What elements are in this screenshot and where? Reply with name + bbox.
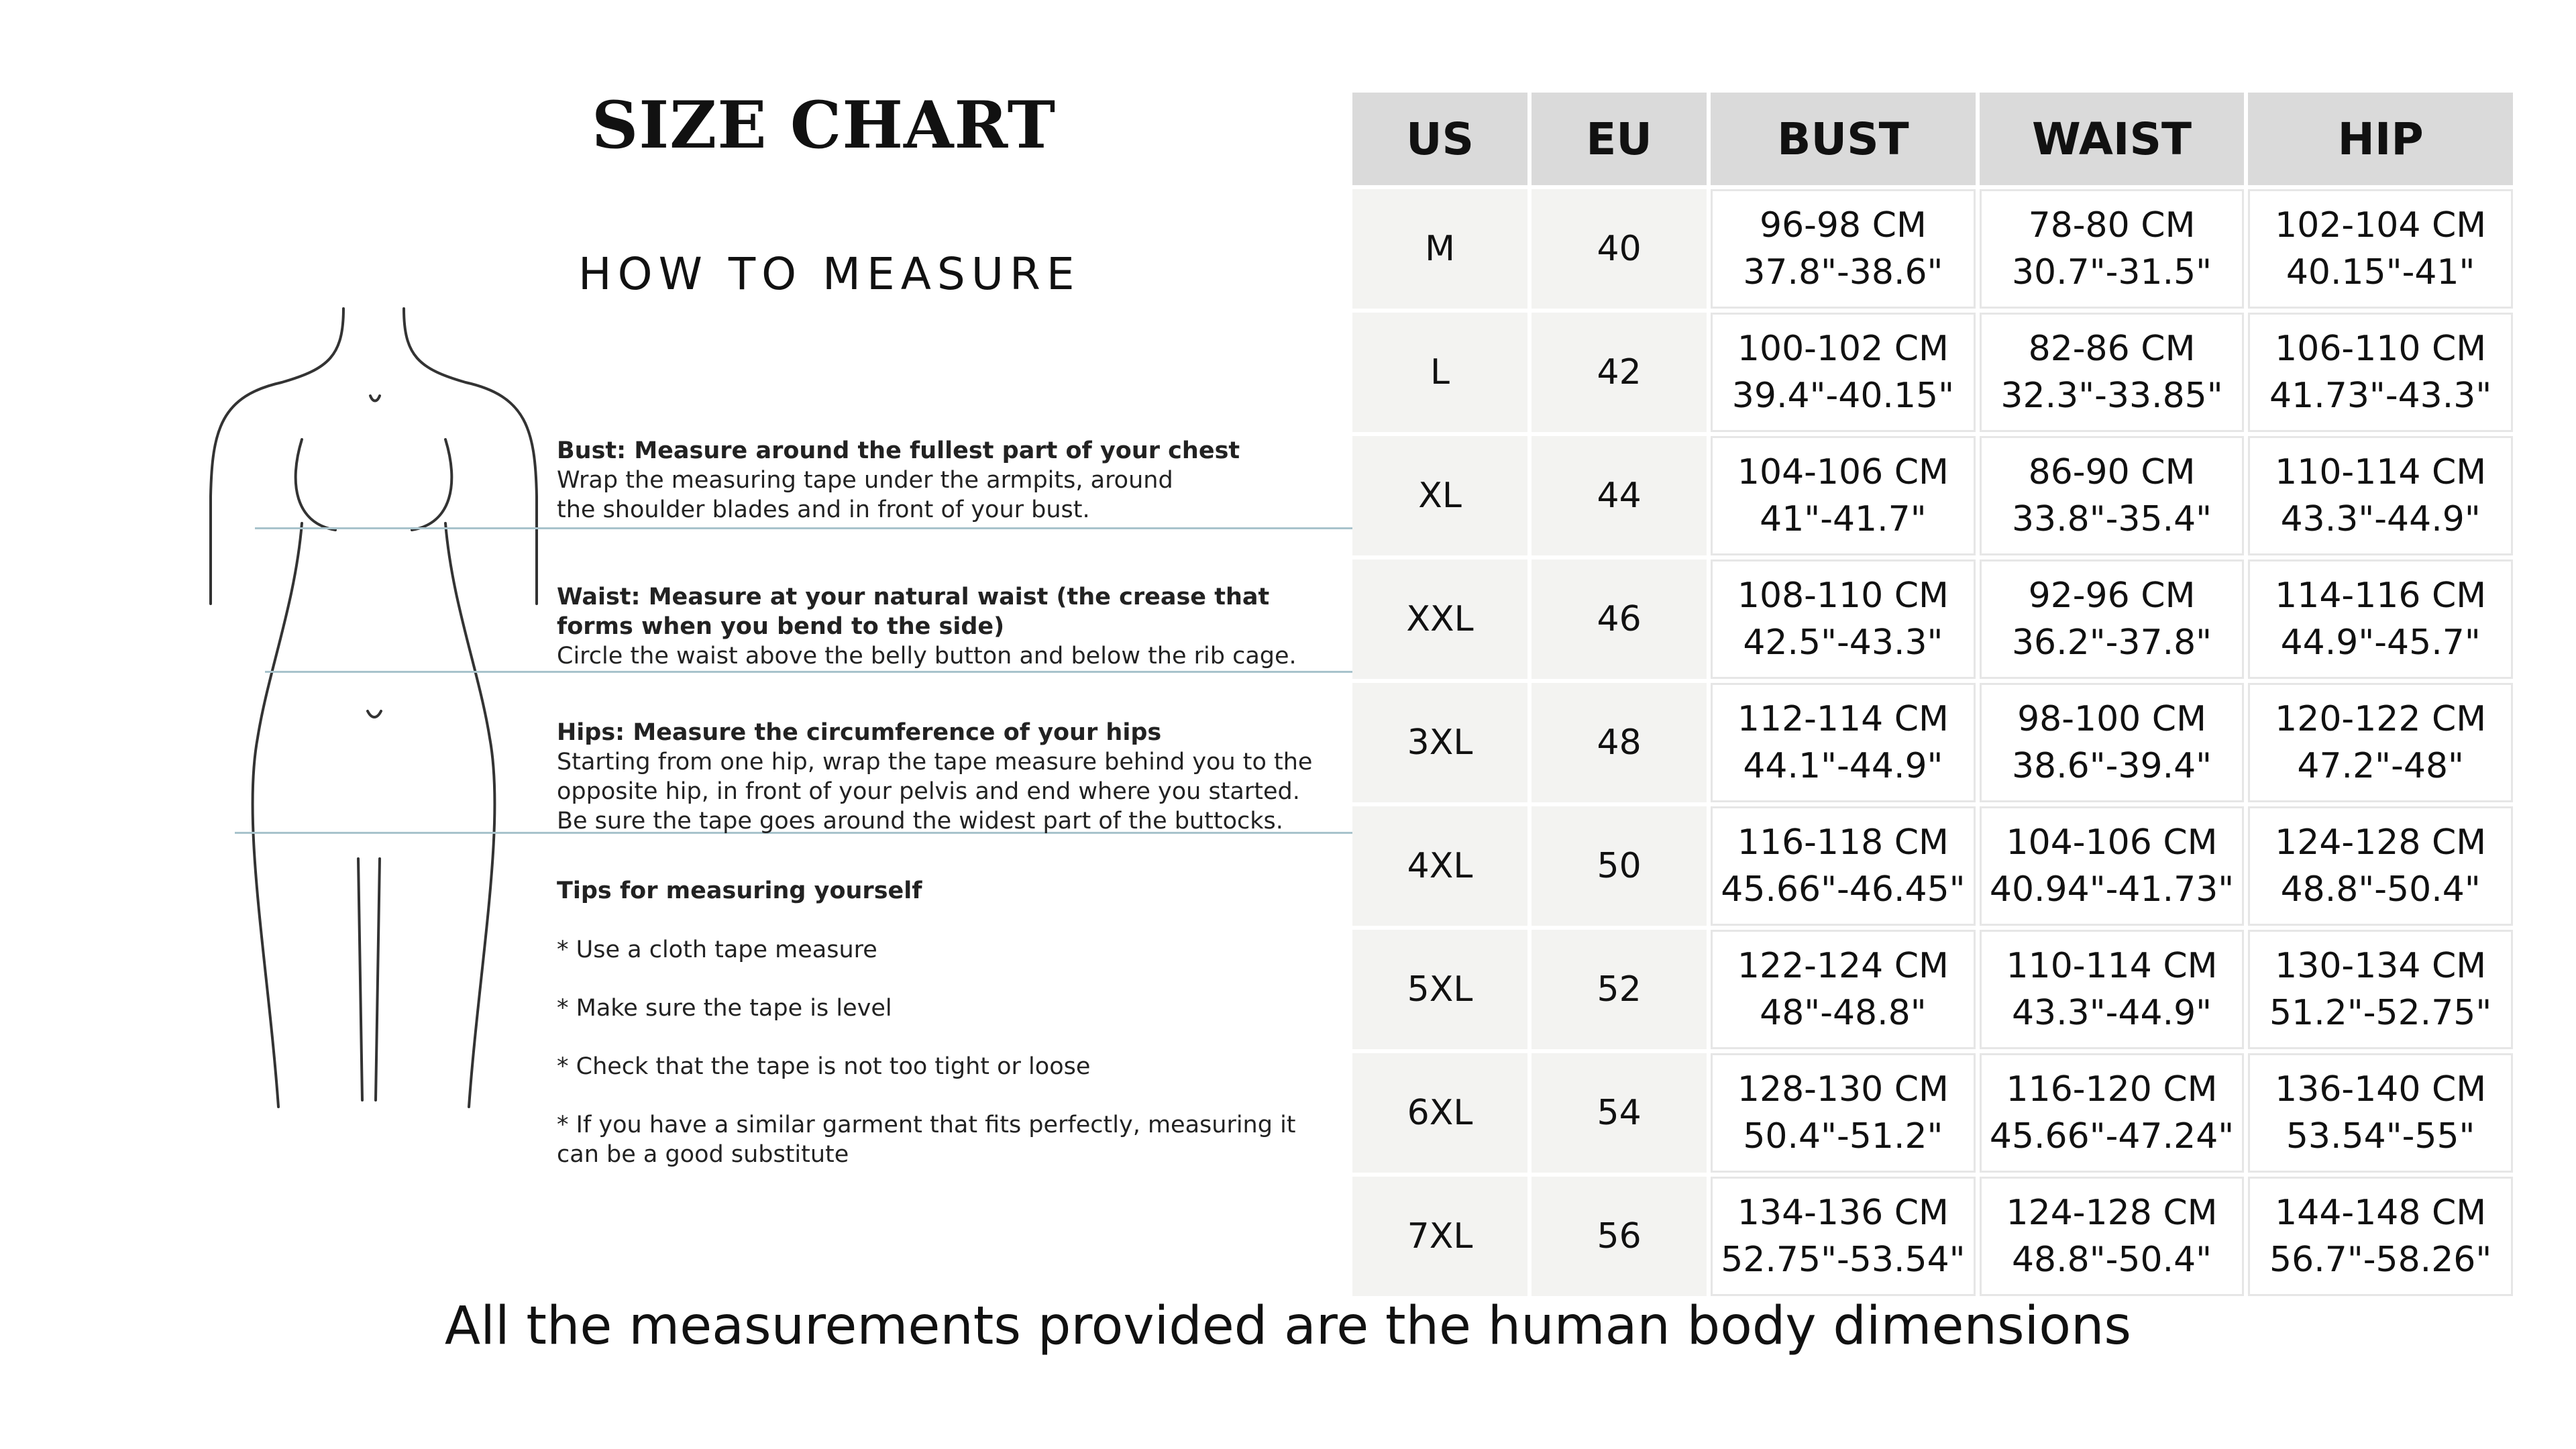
eu-size-cell: 56 [1532, 1177, 1707, 1296]
waist-instruction-heading: Waist: Measure at your natural waist (the crease that forms when you bend to the side) [557, 584, 1270, 640]
hip-cell [2248, 1177, 2513, 1296]
hip-cell [2248, 806, 2513, 926]
table-row [1352, 313, 2513, 432]
how-to-measure-heading: HOW TO MEASURE [578, 248, 1081, 300]
eu-size-cell: 44 [1532, 436, 1707, 555]
hip-cell-cm: 136-140 CM [2275, 1069, 2487, 1110]
tip-item: * If you have a similar garment that fits perfectly, measuring it can be a good substitute [557, 1112, 1296, 1168]
bust-instruction-heading: Bust: Measure around the fullest part of your chest [557, 437, 1240, 464]
bust-cell-cm: 100-102 CM [1737, 329, 1949, 369]
waist-instruction [557, 582, 1297, 671]
bust-cell-inch: 52.75"-53.54" [1721, 1240, 1966, 1280]
table-row [1352, 559, 2513, 679]
bust-cell [1711, 436, 1976, 555]
hip-cell-cm: 114-116 CM [2275, 576, 2487, 616]
waist-cell-cm: 78-80 CM [2028, 205, 2196, 246]
bust-cell-cm: 104-106 CM [1737, 452, 1949, 492]
bust-instruction-body: Wrap the measuring tape under the armpits, around the shoulder blades and in front of your bust. [557, 467, 1173, 523]
us-size-cell: 4XL [1352, 806, 1527, 926]
page-title: SIZE CHART [592, 87, 1057, 163]
table-row [1352, 1053, 2513, 1173]
us-size-cell: XL [1352, 436, 1527, 555]
body-silhouette-illustration [195, 295, 557, 1127]
bust-cell [1711, 806, 1976, 926]
waist-cell [1980, 806, 2245, 926]
waist-cell-cm: 82-86 CM [2028, 329, 2196, 369]
waist-cell-cm: 104-106 CM [2006, 822, 2218, 863]
waist-cell-inch: 30.7"-31.5" [2011, 252, 2212, 292]
bust-guide-line [255, 527, 1355, 529]
tip-item: * Check that the tape is not too tight or loose [557, 1053, 1091, 1080]
waist-cell-inch: 32.3"-33.85" [2000, 376, 2223, 416]
waist-cell-inch: 40.94"-41.73" [1989, 869, 2235, 910]
hip-cell-inch: 51.2"-52.75" [2269, 993, 2492, 1033]
bust-cell-inch: 50.4"-51.2" [1743, 1116, 1943, 1157]
hip-cell [2248, 683, 2513, 802]
bust-cell-cm: 122-124 CM [1737, 946, 1949, 986]
waist-cell [1980, 1177, 2245, 1296]
hip-cell-inch: 41.73"-43.3" [2269, 376, 2492, 416]
bust-cell-cm: 112-114 CM [1737, 699, 1949, 739]
bust-cell [1711, 1053, 1976, 1173]
hip-cell-inch: 44.9"-45.7" [2280, 623, 2481, 663]
table-row [1352, 436, 2513, 555]
tips-heading: Tips for measuring yourself [557, 877, 922, 904]
bust-cell-inch: 41"-41.7" [1760, 499, 1927, 539]
us-size-cell: M [1352, 189, 1527, 309]
hip-cell-inch: 40.15"-41" [2286, 252, 2475, 292]
bust-cell-inch: 44.1"-44.9" [1743, 746, 1943, 786]
us-size-cell: 5XL [1352, 930, 1527, 1049]
waist-cell-cm: 86-90 CM [2028, 452, 2196, 492]
hip-cell-cm: 124-128 CM [2275, 822, 2487, 863]
bust-cell-cm: 116-118 CM [1737, 822, 1949, 863]
hip-cell [2248, 559, 2513, 679]
hip-cell-cm: 120-122 CM [2275, 699, 2487, 739]
eu-size-cell: 40 [1532, 189, 1707, 309]
waist-cell-cm: 116-120 CM [2006, 1069, 2218, 1110]
size-table-body [1352, 189, 2513, 1296]
hip-cell [2248, 930, 2513, 1049]
waist-cell-inch: 45.66"-47.24" [1989, 1116, 2235, 1157]
bust-cell-inch: 45.66"-46.45" [1721, 869, 1966, 910]
us-size-cell: XXL [1352, 559, 1527, 679]
waist-cell [1980, 559, 2245, 679]
bust-cell [1711, 930, 1976, 1049]
waist-cell-inch: 48.8"-50.4" [2011, 1240, 2212, 1280]
column-header-hip: HIP [2248, 93, 2513, 185]
hip-cell [2248, 189, 2513, 309]
bust-cell-inch: 39.4"-40.15" [1731, 376, 1955, 416]
tip-item: * Make sure the tape is level [557, 995, 892, 1022]
us-size-cell: 3XL [1352, 683, 1527, 802]
us-size-cell: L [1352, 313, 1527, 432]
bust-cell [1711, 683, 1976, 802]
bust-cell-inch: 42.5"-43.3" [1743, 623, 1943, 663]
hip-cell-inch: 56.7"-58.26" [2269, 1240, 2492, 1280]
bust-cell-cm: 96-98 CM [1760, 205, 1927, 246]
hip-cell-cm: 130-134 CM [2275, 946, 2487, 986]
eu-size-cell: 52 [1532, 930, 1707, 1049]
waist-guide-line [265, 671, 1355, 673]
bust-cell-cm: 128-130 CM [1737, 1069, 1949, 1110]
waist-cell-cm: 92-96 CM [2028, 576, 2196, 616]
table-row [1352, 930, 2513, 1049]
bust-cell-inch: 48"-48.8" [1760, 993, 1927, 1033]
bust-cell [1711, 313, 1976, 432]
table-header-row [1352, 93, 2513, 185]
eu-size-cell: 50 [1532, 806, 1707, 926]
size-table [1348, 89, 2517, 1300]
hip-cell-inch: 48.8"-50.4" [2280, 869, 2481, 910]
bust-instruction [557, 436, 1240, 525]
hips-instruction [557, 718, 1312, 836]
hip-cell [2248, 313, 2513, 432]
hips-instruction-body: Starting from one hip, wrap the tape measure behind you to the opposite hip, in front of your pelvis and end where you started. Be sure the tape goes around the widest part of the buttocks. [557, 749, 1313, 835]
bust-cell [1711, 189, 1976, 309]
bust-cell-inch: 37.8"-38.6" [1743, 252, 1943, 292]
waist-instruction-body: Circle the waist above the belly button and below the rib cage. [557, 643, 1297, 669]
waist-cell-cm: 110-114 CM [2006, 946, 2218, 986]
waist-cell [1980, 683, 2245, 802]
waist-cell-inch: 43.3"-44.9" [2011, 993, 2212, 1033]
hip-cell-cm: 144-148 CM [2275, 1193, 2487, 1233]
us-size-cell: 7XL [1352, 1177, 1527, 1296]
hip-cell [2248, 436, 2513, 555]
eu-size-cell: 54 [1532, 1053, 1707, 1173]
waist-cell-inch: 36.2"-37.8" [2011, 623, 2212, 663]
waist-cell-cm: 124-128 CM [2006, 1193, 2218, 1233]
hip-cell-inch: 53.54"-55" [2286, 1116, 2475, 1157]
bust-cell-cm: 108-110 CM [1737, 576, 1949, 616]
table-row [1352, 683, 2513, 802]
eu-size-cell: 46 [1532, 559, 1707, 679]
column-header-us: US [1352, 93, 1527, 185]
table-row [1352, 189, 2513, 309]
waist-cell [1980, 436, 2245, 555]
column-header-waist: WAIST [1980, 93, 2245, 185]
hip-cell [2248, 1053, 2513, 1173]
us-size-cell: 6XL [1352, 1053, 1527, 1173]
waist-cell [1980, 189, 2245, 309]
footnote: All the measurements provided are the human body dimensions [444, 1296, 2132, 1356]
table-row [1352, 1177, 2513, 1296]
column-header-eu: EU [1532, 93, 1707, 185]
hips-instruction-heading: Hips: Measure the circumference of your hips [557, 719, 1162, 746]
waist-cell-inch: 38.6"-39.4" [2011, 746, 2212, 786]
hip-cell-inch: 47.2"-48" [2297, 746, 2464, 786]
waist-cell [1980, 930, 2245, 1049]
waist-cell-cm: 98-100 CM [2017, 699, 2206, 739]
bust-cell-cm: 134-136 CM [1737, 1193, 1949, 1233]
eu-size-cell: 48 [1532, 683, 1707, 802]
waist-cell [1980, 313, 2245, 432]
table-row [1352, 806, 2513, 926]
bust-cell [1711, 1177, 1976, 1296]
bust-cell [1711, 559, 1976, 679]
hip-cell-inch: 43.3"-44.9" [2280, 499, 2481, 539]
tip-item: * Use a cloth tape measure [557, 936, 877, 963]
hip-cell-cm: 102-104 CM [2275, 205, 2487, 246]
hip-cell-cm: 110-114 CM [2275, 452, 2487, 492]
eu-size-cell: 42 [1532, 313, 1707, 432]
column-header-bust: BUST [1711, 93, 1976, 185]
waist-cell-inch: 33.8"-35.4" [2011, 499, 2212, 539]
hip-cell-cm: 106-110 CM [2275, 329, 2487, 369]
waist-cell [1980, 1053, 2245, 1173]
